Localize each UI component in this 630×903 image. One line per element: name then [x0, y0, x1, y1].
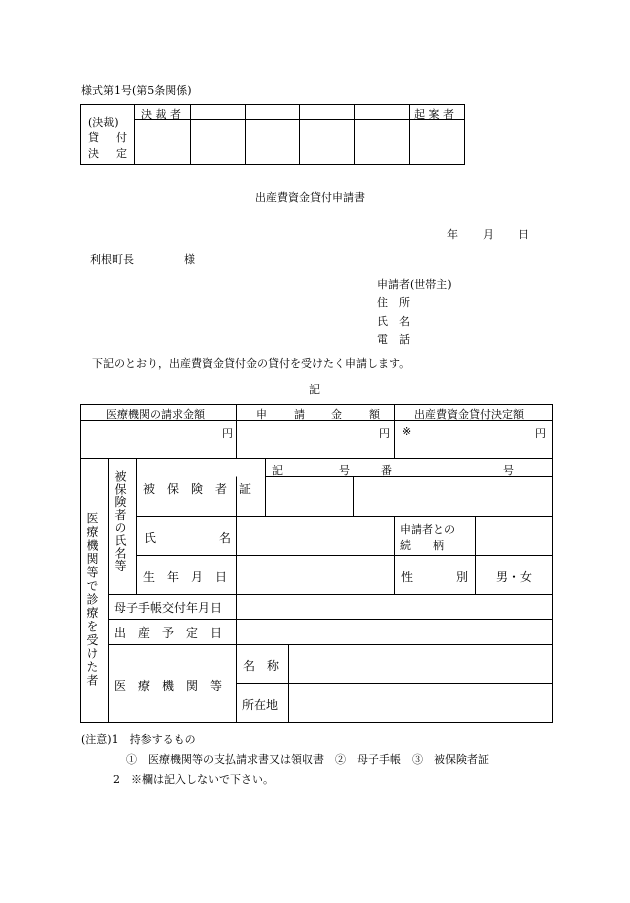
addressee-honorific: 様 — [184, 253, 195, 266]
approval-kashi: 貸 — [88, 131, 99, 144]
addressee-name: 利根町長 — [90, 253, 134, 266]
applicant-address-label: 住 所 — [377, 296, 410, 309]
applicant-heading: 申請者(世帯主) — [377, 278, 452, 291]
kigou-label-2: 号 — [339, 464, 350, 477]
amount-header-decided: 出産費資金貸付決定額 — [414, 408, 524, 421]
date-month: 月 — [483, 228, 494, 241]
yen-decided: 円 — [535, 427, 546, 440]
decider-label: 決 裁 者 — [141, 108, 181, 121]
notes-items: ① 医療機関等の支払請求書又は領収書 ② 母子手帳 ③ 被保険者証 — [126, 753, 489, 766]
institution-name-label: 名 称 — [243, 659, 280, 673]
kigou-label-1: 記 — [272, 464, 283, 477]
yen-requested: 円 — [379, 427, 390, 440]
relation-label-2: 続 柄 — [400, 539, 444, 552]
insurance-card-label: 被 保 険 者 証 — [143, 482, 252, 496]
office-use-mark: ※ — [402, 425, 412, 438]
institution-label: 医 療 機 関 等 — [114, 679, 223, 693]
yen-billed: 円 — [222, 427, 233, 440]
bangou-label-1: 番 — [381, 464, 392, 477]
bangou-label-2: 号 — [503, 464, 514, 477]
approval-tsuke: 付 — [116, 131, 127, 144]
date-day: 日 — [518, 228, 529, 241]
dob-label: 生 年 月 日 — [143, 570, 228, 584]
name-label-1: 氏 — [144, 531, 157, 545]
relation-label-1: 申請者との — [400, 523, 455, 536]
amount-header-req-3: 金 — [331, 408, 342, 421]
due-date-label: 出 産 予 定 日 — [114, 626, 223, 640]
date-year: 年 — [447, 228, 458, 241]
sex-label-2: 別 — [456, 570, 469, 584]
form-number: 様式第1号(第5条関係) — [81, 84, 192, 97]
approval-label: (決裁) — [88, 116, 119, 129]
intro-text: 下記のとおり，出産費資金貸付金の貸付を受けたく申請します。 — [92, 357, 411, 370]
notes-item-2: 2 ※欄は記入しないで下さい。 — [113, 773, 274, 786]
sex-label-1: 性 — [401, 570, 414, 584]
applicant-phone-label: 電 話 — [377, 333, 410, 346]
amount-header-req-1: 申 — [256, 408, 267, 421]
name-label-2: 名 — [219, 531, 232, 545]
insured-person-label: 被保険者の氏名等 — [113, 470, 127, 573]
handbook-date-label: 母子手帳交付年月日 — [114, 601, 223, 615]
ki-label: 記 — [309, 383, 320, 396]
page-title: 出産費資金貸付申請書 — [255, 191, 365, 204]
notes-heading: (注意)1 持参するもの — [81, 733, 196, 746]
amount-header-billed: 医療機関の請求金額 — [106, 408, 205, 421]
amount-header-req-2: 請 — [294, 408, 305, 421]
drafter-label: 起 案 者 — [414, 108, 454, 121]
approval-tei: 定 — [116, 147, 127, 160]
sex-value: 男・女 — [496, 570, 533, 584]
amount-header-req-4: 額 — [369, 408, 380, 421]
applicant-name-label: 氏 名 — [377, 315, 410, 328]
institution-address-label: 所在地 — [242, 698, 279, 712]
approval-ketsu: 決 — [88, 147, 99, 160]
side-label-treated-person: 医療機関等で診療を受けた者 — [85, 512, 99, 688]
